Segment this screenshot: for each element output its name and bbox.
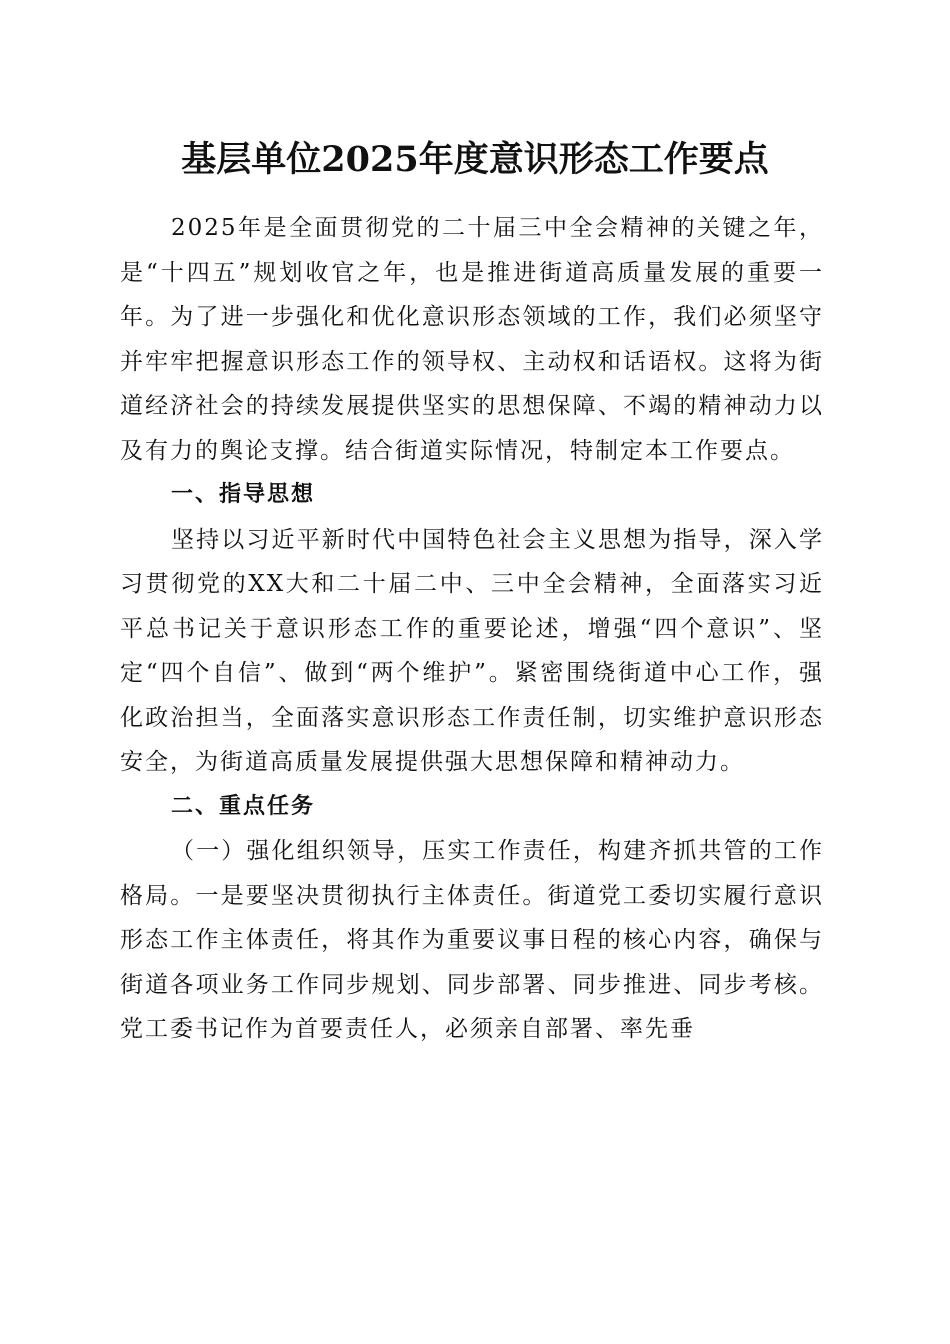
document-title: 基层单位2025年度意识形态工作要点 bbox=[181, 139, 769, 180]
document-body bbox=[120, 206, 824, 1052]
guiding-ideology-paragraph: 坚持以习近平新时代中国特色社会主义思想为指导，深入学习贯彻党的XX大和二十届二中、三中全会精神，全面落实习近平总书记关于意识形态工作的重要论述，增强“四个意识”、坚定“四个自信”、做到“两个维护”。紧密围绕街道中心工作，强化政治担当，全面落实意识形态工作责任制，切实维护意识形态安全，为街道高质量发展提供强大思想保障和精神动力。 bbox=[120, 526, 824, 775]
section-heading-key-tasks: 二、重点任务 bbox=[171, 793, 316, 819]
key-tasks-paragraph: （一）强化组织领导，压实工作责任，构建齐抓共管的工作格局。一是要坚决贯彻执行主体责任。街道党工委切实履行意识形态工作主体责任，将其作为重要议事日程的核心内容，确保与街道各项业务工作同步规划、同步部署、同步推进、同步考核。党工委书记作为首要责任人，必须亲自部署、率先垂 bbox=[120, 838, 824, 1042]
section-heading-guiding-ideology: 一、指导思想 bbox=[171, 482, 316, 507]
intro-paragraph: 2025年是全面贯彻党的二十届三中全会精神的关键之年，是“十四五”规划收官之年，也是推进街道高质量发展的重要一年。为了进一步强化和优化意识形态领域的工作，我们必须坚守并牢牢把握意识形态工作的领导权、主动权和话语权。这将为街道经济社会的持续发展提供坚实的思想保障、不竭的精神动力以及有力的舆论支撑。结合街道实际情况，特制定本工作要点。 bbox=[120, 215, 824, 464]
